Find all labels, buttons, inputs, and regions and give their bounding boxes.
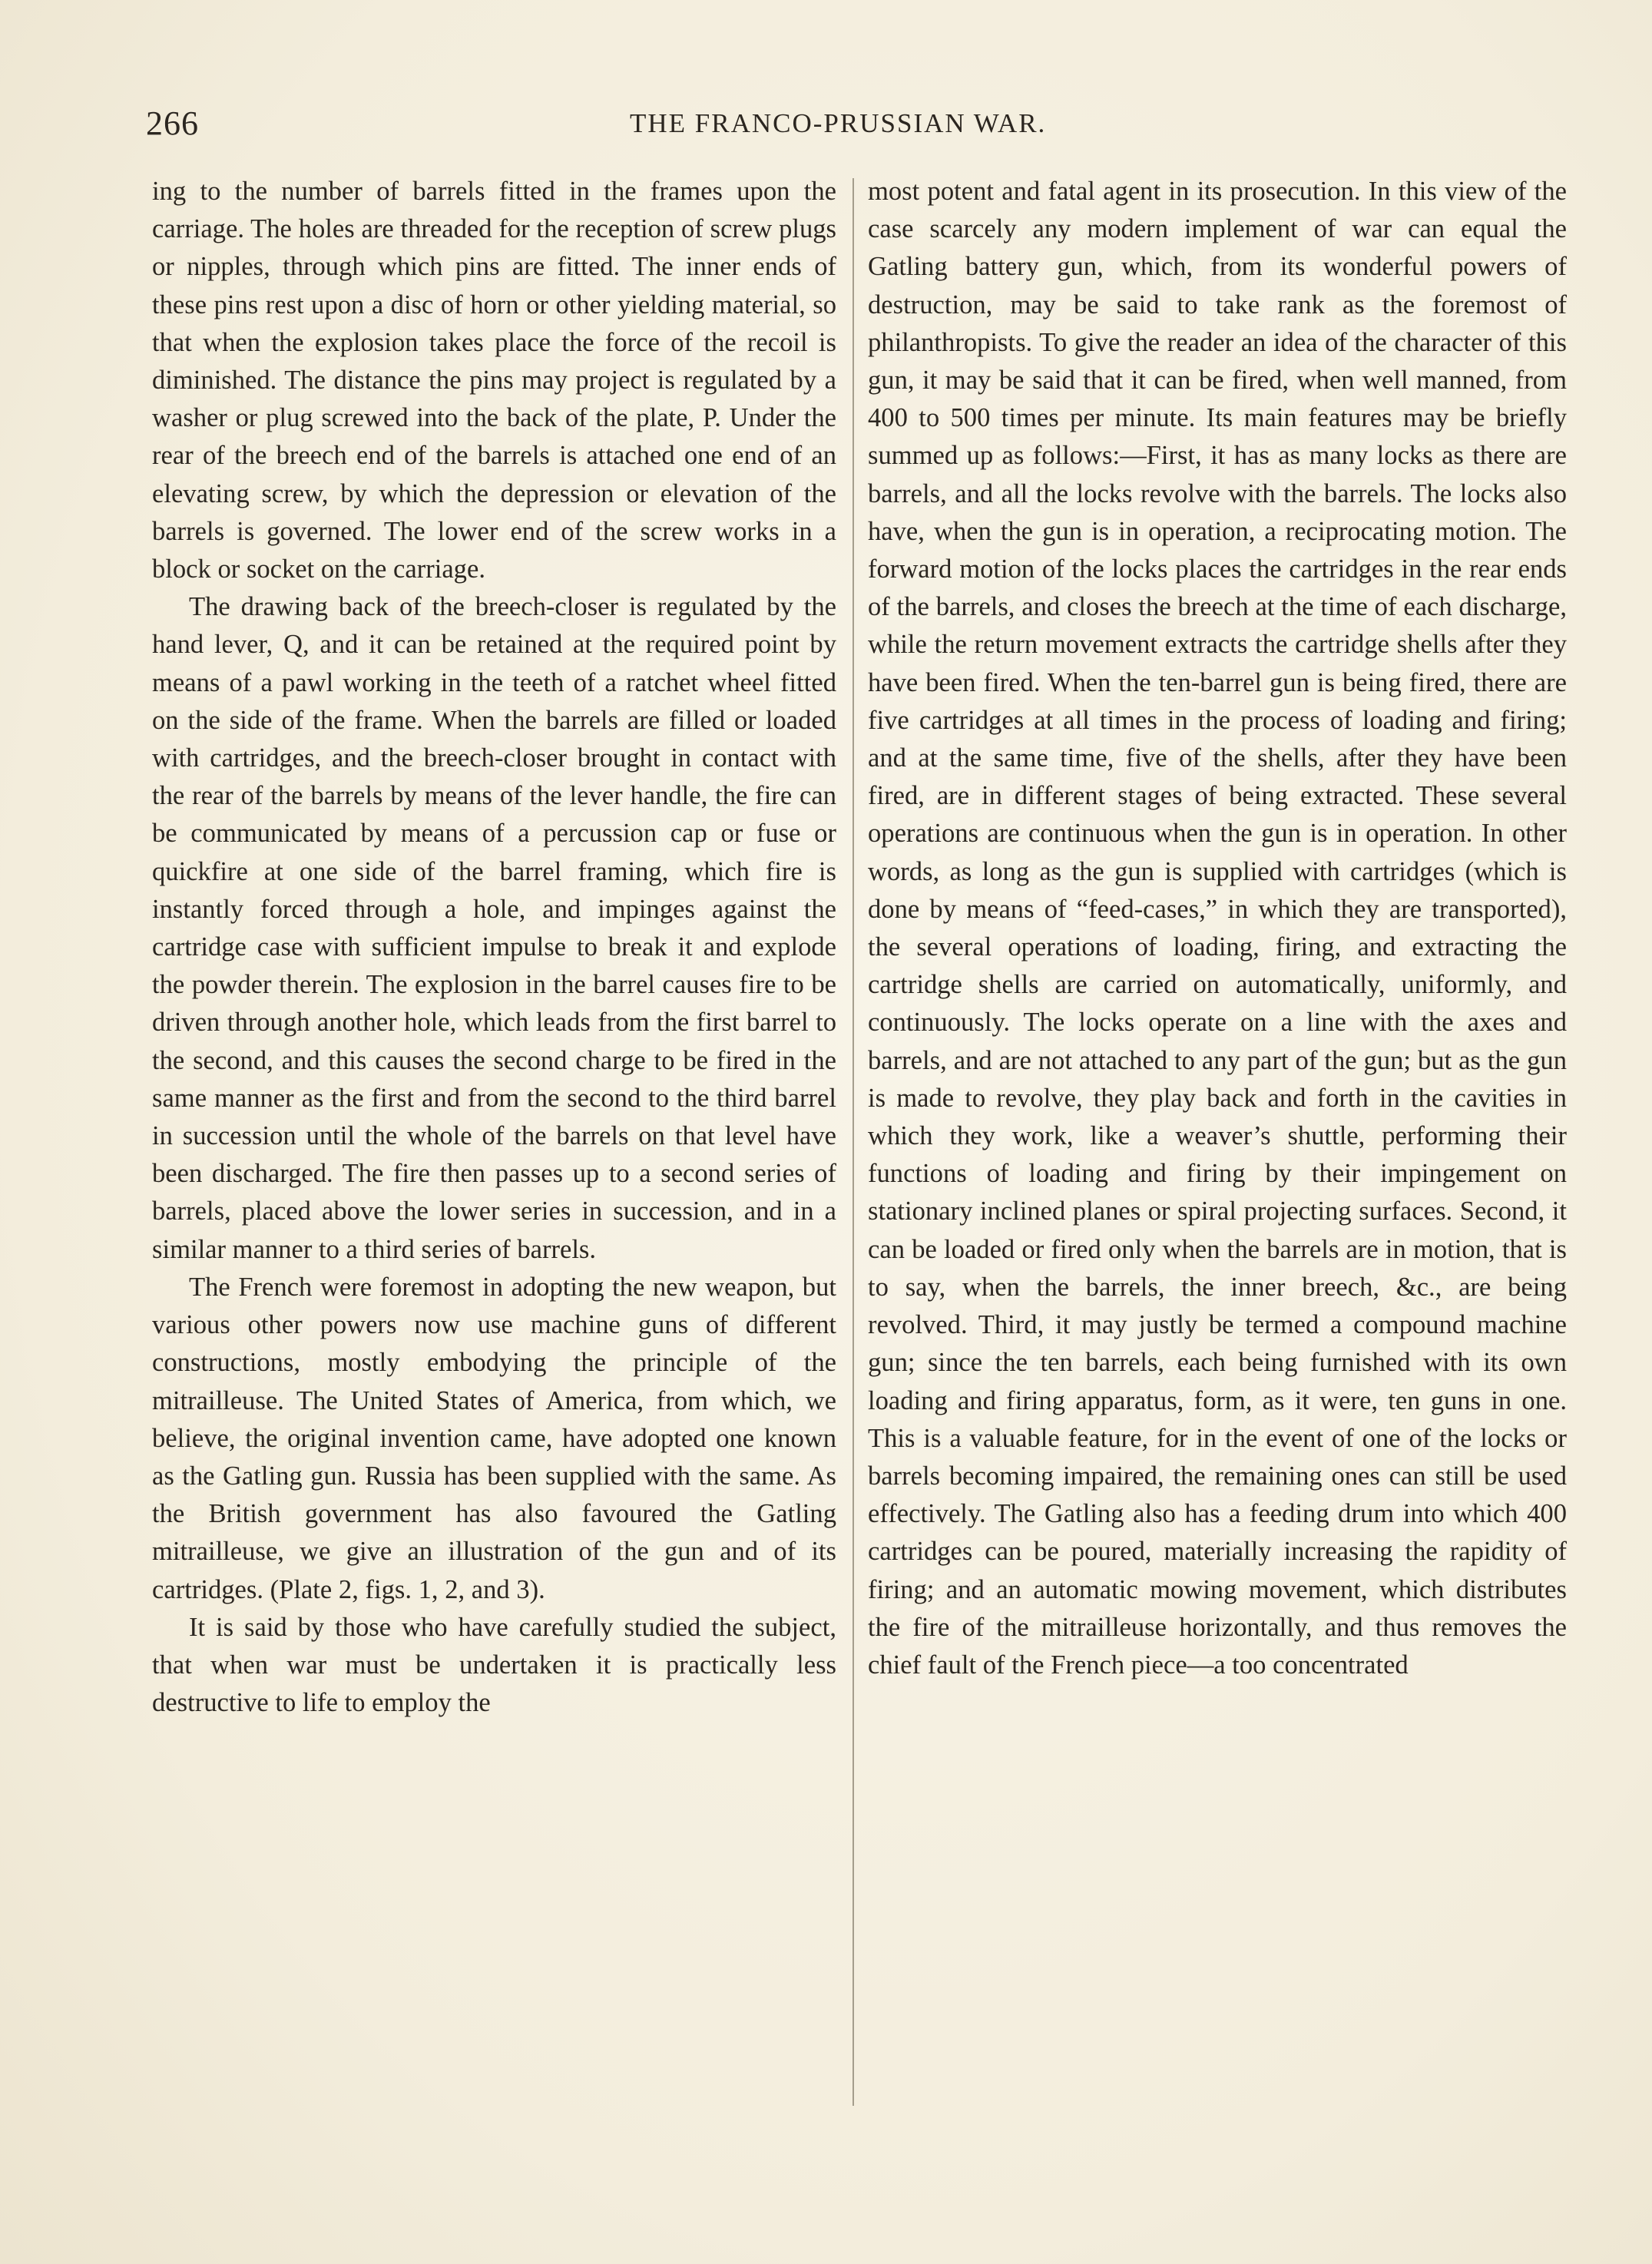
column-divider — [852, 178, 854, 2106]
paragraph: The French were foremost in adopting the new weapon, but various other powers now use machine guns of different constructions, mostly embodying the principle of the mitrailleuse. The United States of America, from which, we believe, the original invention came, have adopted one known as the Gatling gun. Russia has been supplied with the same. As the British government has also favoured the Gatling mitrailleuse, we give an illustration of the gun and of its cartridges. (Plate 2, figs. 1, 2, and 3). — [152, 1272, 836, 1604]
page-header — [146, 104, 1574, 150]
paragraph-continued: most potent and fatal agent in its prosecution. In this view of the case scarcely any modern implement of war can equal the Gatling battery gun, which, from its wonderful powers of destruction, may be said to take rank as the foremost of philanthropists. To give the reader an idea of the character of this gun, it may be said that it can be fired, when well manned, from 400 to 500 times per minute. Its main features may be briefly summed up as follows:—First, it has as many locks as there are barrels, and all the locks revolve with the barrels. The locks also have, when the gun is in operation, a reciprocating motion. The forward motion of the locks places the cartridges in the rear ends of the barrels, and closes the breech at the time of each discharge, while the return movement extracts the cartridge shells after they have been fired. When the ten-barrel gun is being fired, there are five cartridges at all times in the process of loading and firing; and at the same time, five of the shells, after they have been fired, are in different stages of being extracted. These several operations are continuous when the gun is in operation. In other words, as long as the gun is supplied with cartridges (which is done by means of “feed-cases,” in which they are transported), the several operations of loading, firing, and extracting the cartridge shells are carried on automatically, uniformly, and continuously. The locks operate on a line with the axes and barrels, and are not attached to any part of the gun; but as the gun is made to revolve, they play back and forth in the cavities in which they work, like a weaver’s shuttle, performing their functions of loading and firing by their impingement on stationary inclined planes or spiral projecting surfaces. Second, it can be loaded or fired only when the barrels are in motion, that is to say, when the barrels, the inner breech, &c., are being revolved. Third, it may justly be termed a compound machine gun; since the ten barrels, each being furnished with its own loading and firing apparatus, form, as it were, ten guns in one. This is a valuable feature, for in the event of one of the locks or barrels becoming impaired, the remaining ones can still be used effectively. The Gatling also has a feeding drum into which 400 cartridges can be poured, materially increasing the rapidity of firing; and an automatic mowing movement, which distributes the fire of the mitrailleuse horizontally, and thus removes the chief fault of the French piece—a too concentrated — [868, 177, 1567, 1680]
paragraph-continued: ing to the number of barrels fitted in the frames upon the carriage. The holes are threaded for the reception of screw plugs or nipples, through which pins are fitted. The inner ends of these pins rest upon a disc of horn or other yielding material, so that when the explosion takes place the force of the recoil is diminished. The distance the pins may project is regulated by a washer or plug screwed into the back of the plate, P. Under the rear of the breech end of the barrels is attached one end of an elevating screw, by which the depression or elevation of the barrels is governed. The lower end of the screw works in a block or socket on the carriage. — [152, 177, 836, 584]
right-column — [868, 173, 1567, 1684]
paragraph: It is said by those who have carefully studied the subject, that when war must be undertaken it is practically less destructive to life to employ the — [152, 1612, 836, 1718]
page-number: 266 — [146, 104, 199, 142]
paragraph: The drawing back of the breech-closer is regulated by the hand lever, Q, and it can be retained at the required point by means of a pawl working in the teeth of a ratchet wheel fitted on the side of the frame. When the barrels are filled or loaded with cartridges, and the breech-closer brought in contact with the rear of the barrels by means of the lever handle, the fire can be communicated by means of a percussion cap or fuse or quickfire at one side of the barrel framing, which fire is instantly forced through a hole, and impinges against the cartridge case with sufficient impulse to break it and explode the powder therein. The explosion in the barrel causes fire to be driven through another hole, which leads from the first barrel to the second, and this causes the second charge to be fired in the same manner as the first and from the second to the third barrel in succession until the whole of the barrels on that level have been discharged. The fire then passes up to a second series of barrels, placed above the lower series in succession, and in a similar manner to a third series of barrels. — [152, 592, 836, 1264]
left-column — [152, 173, 836, 1722]
running-title: THE FRANCO-PRUSSIAN WAR. — [630, 108, 1047, 138]
